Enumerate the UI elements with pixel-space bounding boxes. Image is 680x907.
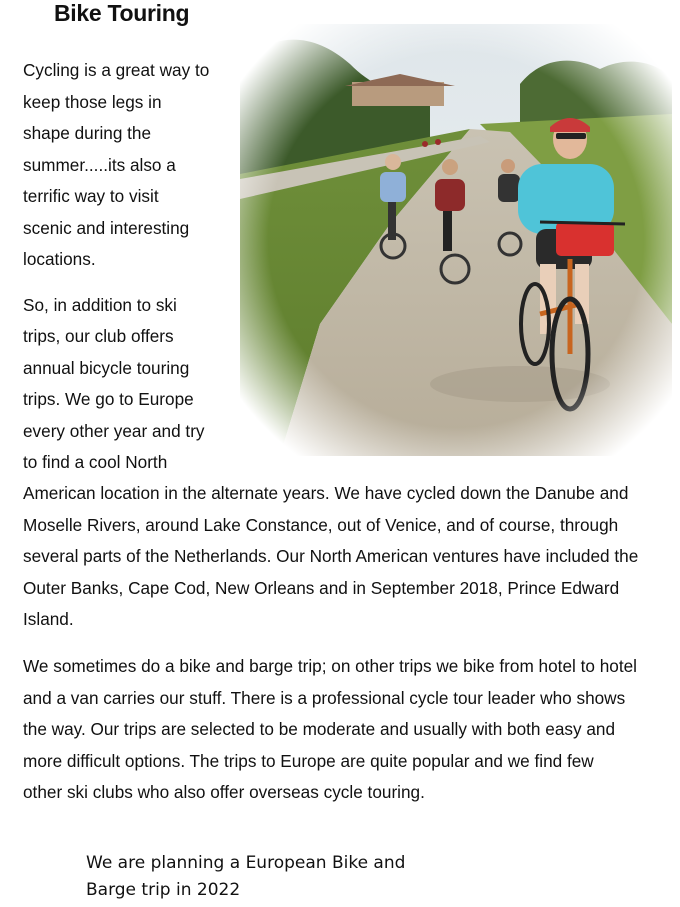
touring-paragraph-rest <box>23 478 680 636</box>
text-line: Cycling is a great way to <box>23 60 210 80</box>
text-line: other ski clubs who also offer overseas cycle touring. <box>23 782 425 802</box>
text-line: every other year and try <box>23 420 205 441</box>
text-line: annual bicycle touring <box>23 357 190 378</box>
intro-column <box>23 55 228 479</box>
text-line: to find a cool North <box>23 452 168 472</box>
trip-details-paragraph <box>23 651 680 809</box>
text-line: several parts of the Netherlands. Our North American ventures have included the <box>23 546 639 566</box>
text-line: summer.....its also a <box>23 154 176 175</box>
text-line: scenic and interesting <box>23 217 190 238</box>
text-line: trips. We go to Europe <box>23 389 194 409</box>
text-line: locations. <box>23 249 96 269</box>
text-line: We sometimes do a bike and barge trip; on other trips we bike from hotel to hotel <box>23 656 637 676</box>
text-line: So, in addition to ski <box>23 294 177 315</box>
text-line: trips, our club offers <box>23 326 174 346</box>
text-line: Moselle Rivers, around Lake Constance, out of Venice, and of course, through <box>23 514 619 535</box>
text-line: Island. <box>23 609 74 629</box>
text-line: and a van carries our stuff. There is a professional cycle tour leader who shows <box>23 687 626 708</box>
text-line: more difficult options. The trips to Europe are quite popular and we find few <box>23 750 594 771</box>
planning-note <box>86 850 466 904</box>
touring-paragraph-start <box>23 290 228 479</box>
text-line: Outer Banks, Cape Cod, New Orleans and in September 2018, Prince Edward <box>23 577 620 598</box>
page-title: Bike Touring <box>54 0 190 26</box>
touring-paragraph-continued <box>23 478 680 636</box>
text-line: Barge trip in 2022 <box>86 880 241 900</box>
text-line: keep those legs in <box>23 91 162 112</box>
text-line: terrific way to visit <box>23 186 159 206</box>
text-line: shape during the <box>23 123 152 143</box>
text-line: We are planning a European Bike and <box>86 853 406 873</box>
text-line: the way. Our trips are selected to be moderate and usually with both easy and <box>23 719 616 739</box>
text-line: American location in the alternate years. We have cycled down the Danube and <box>23 483 629 503</box>
intro-paragraph <box>23 55 228 276</box>
cyclists-photo <box>240 24 672 456</box>
